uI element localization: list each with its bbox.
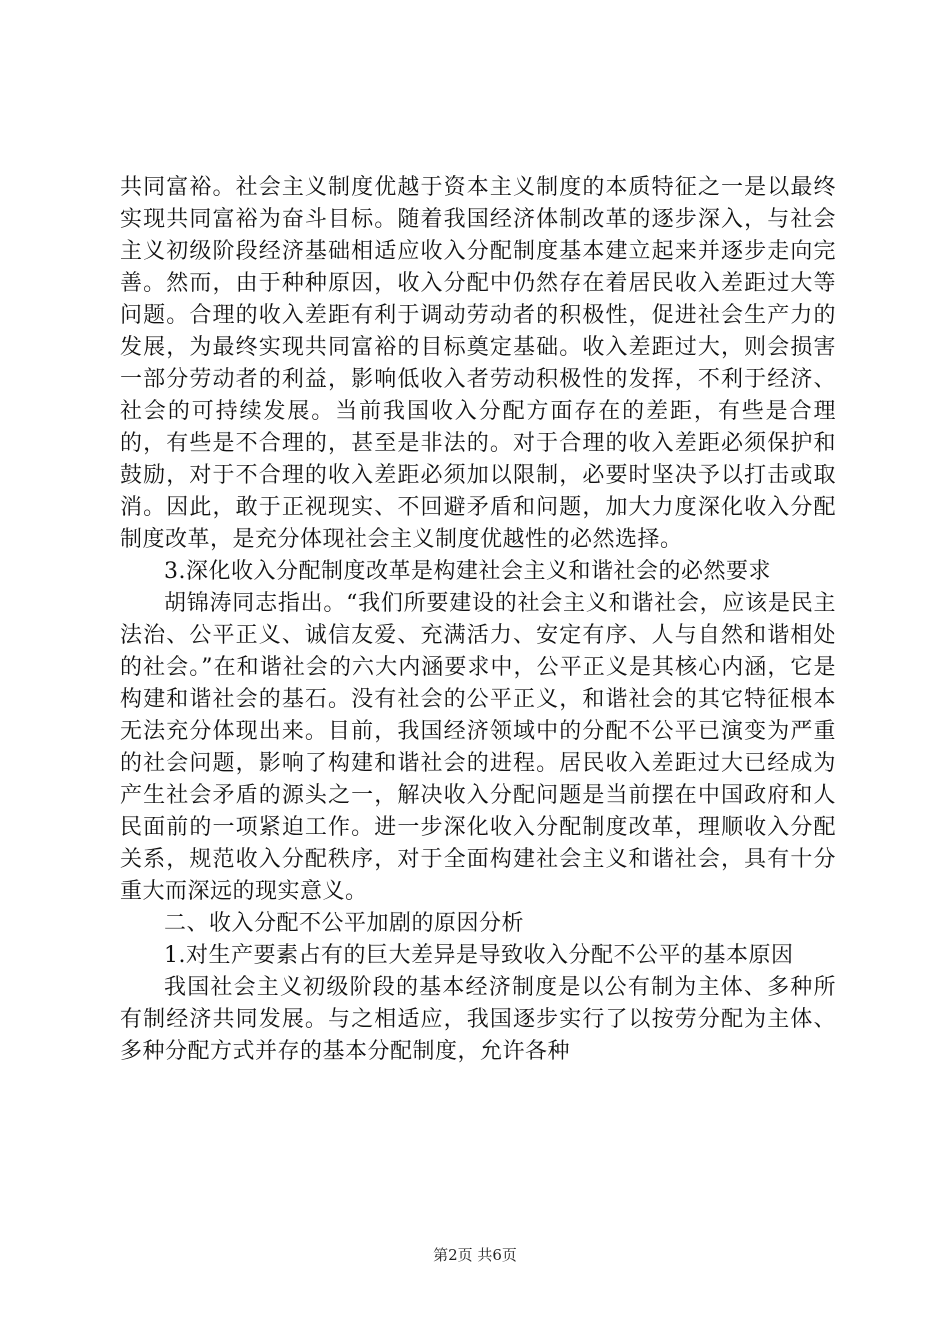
paragraph-common-prosperity: 共同富裕。社会主义制度优越于资本主义制度的本质特征之一是以最终实现共同富裕为奋斗目标。随着我国经济体制改革的逐步深入，与社会主义初级阶段经济基础相适应收入分配制度基本建立起来并逐步走向完善。然而，由于种种原因，收入分配中仍然存在着居民收入差距过大等问题。合理的收入差距有利于调动劳动者的积极性，促进社会生产力的发展，为最终实现共同富裕的目标奠定基础。收入差距过大，则会损害一部分劳动者的利益，影响低收入者劳动积极性的发挥，不利于经济、社会的可持续发展。当前我国收入分配方面存在的差距，有些是合理的，有些是不合理的，甚至是非法的。对于合理的收入差距必须保护和鼓励，对于不合理的收入差距必须加以限制，必要时坚决予以打击或取消。因此，敢于正视现实、不回避矛盾和问题，加大力度深化收入分配制度改革，是充分体现社会主义制度优越性的必然选择。 <box>120 175 836 552</box>
document-body <box>120 172 836 1068</box>
paragraph-basic-economic-system: 我国社会主义初级阶段的基本经济制度是以公有制为主体、多种所有制经济共同发展。与之相适应，我国逐步实行了以按劳分配为主体、多种分配方式并存的基本分配制度，允许各种 <box>120 975 836 1064</box>
page-number-footer: 第2页 共6页 <box>433 1246 517 1264</box>
section-heading-3: 3.深化收入分配制度改革是构建社会主义和谐社会的必然要求 <box>164 559 771 584</box>
section-heading-1: 1.对生产要素占有的巨大差异是导致收入分配不公平的基本原因 <box>164 943 794 968</box>
chapter-heading-2: 二、收入分配不公平加剧的原因分析 <box>164 911 525 936</box>
paragraph-harmonious-society: 胡锦涛同志指出。“我们所要建设的社会主义和谐社会，应该是民主法治、公平正义、诚信友爱、充满活力、安定有序、人与自然和谐相处的社会。”在和谐社会的六大内涵要求中，公平正义是其核心内涵，它是构建和谐社会的基石。没有社会的公平正义，和谐社会的其它特征根本无法充分体现出来。目前，我国经济领域中的分配不公平已演变为严重的社会问题，影响了构建和谐社会的进程。居民收入差距过大已经成为产生社会矛盾的源头之一，解决收入分配问题是当前摆在中国政府和人民面前的一项紧迫工作。进一步深化收入分配制度改革，理顺收入分配关系，规范收入分配秩序，对于全面构建社会主义和谐社会，具有十分重大而深远的现实意义。 <box>120 591 836 904</box>
